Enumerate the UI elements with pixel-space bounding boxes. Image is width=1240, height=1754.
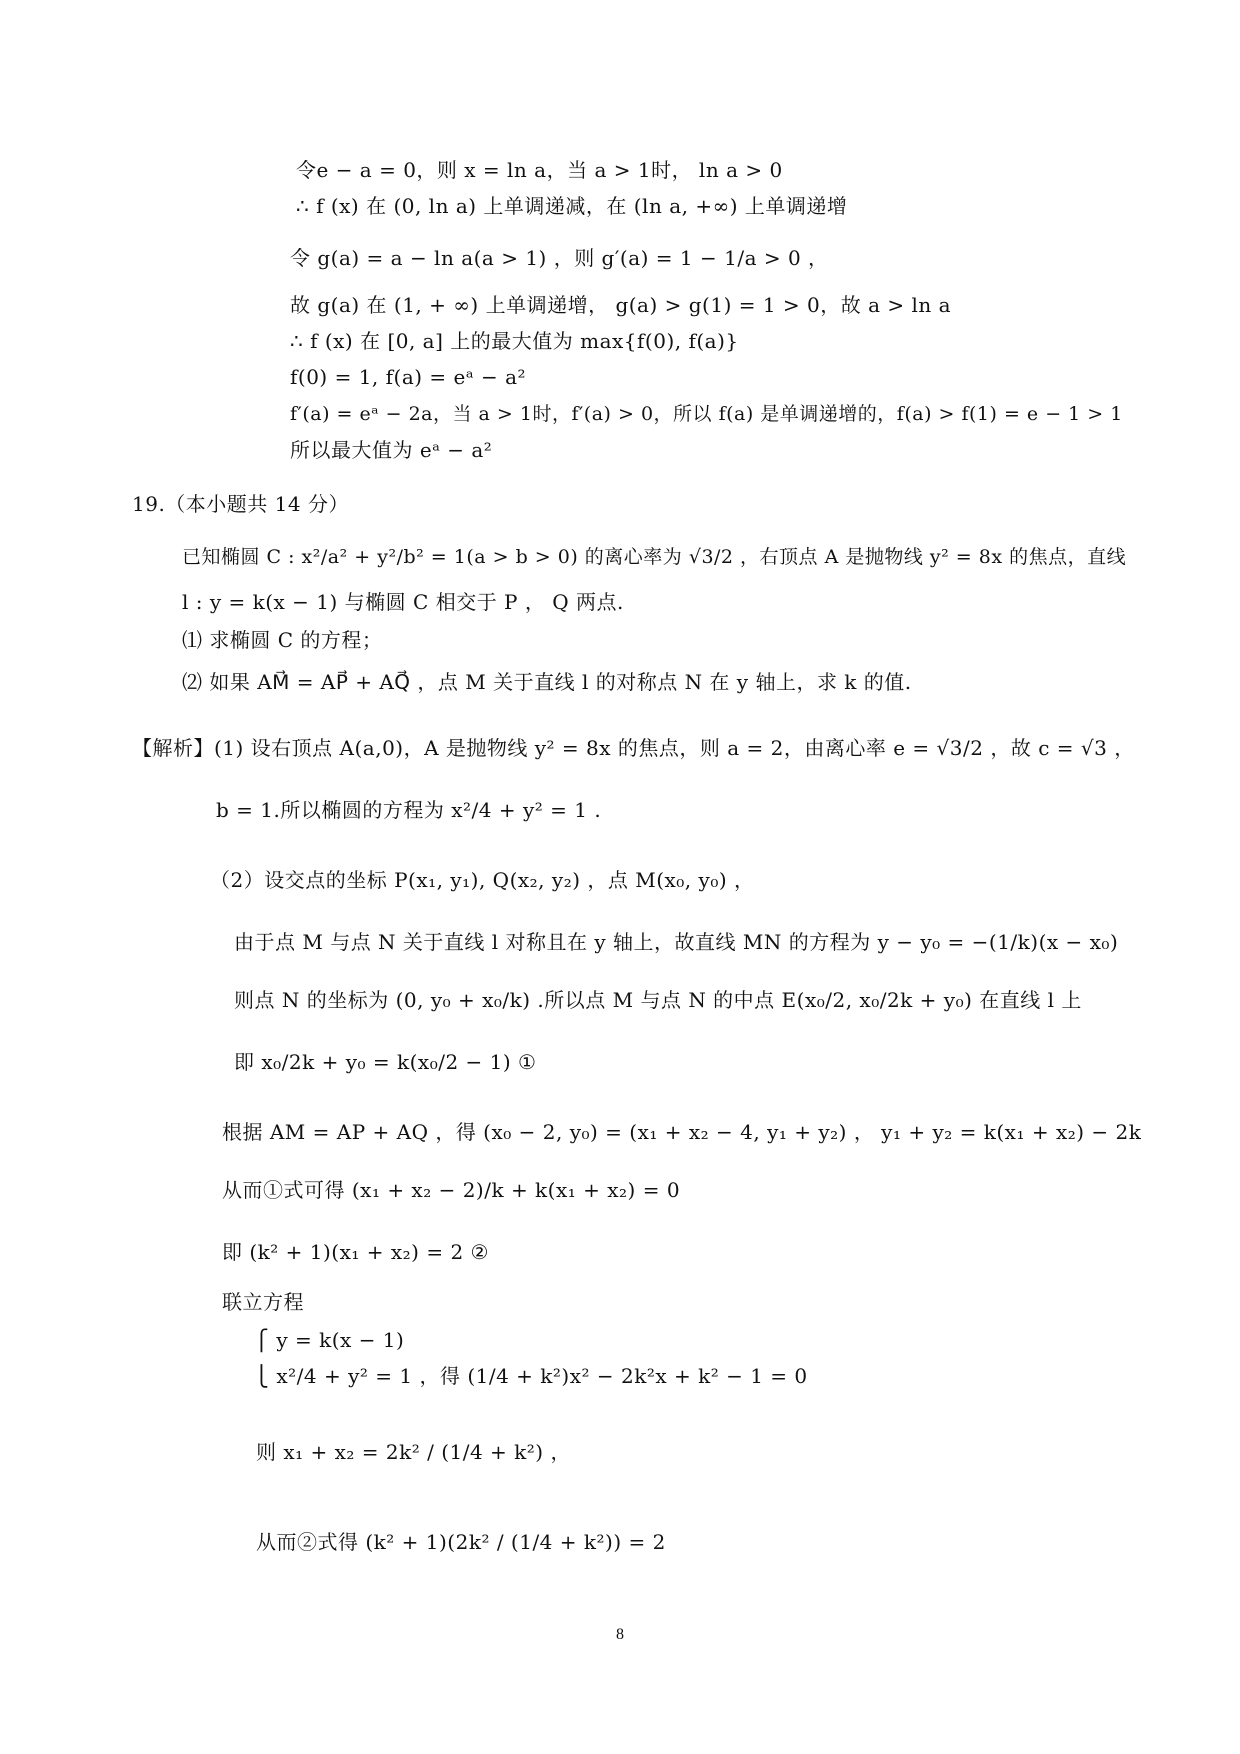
problem-statement-line-2: l : y = k(x − 1) 与椭圆 C 相交于 P ， Q 两点.	[182, 590, 624, 614]
solution-line-5: 则点 N 的坐标为 (0, y₀ + x₀/k) .所以点 M 与点 N 的中点 E(x₀/2, x₀/2k + y₀) 在直线 l 上	[234, 988, 1082, 1012]
solution-line-4: 由于点 M 与点 N 关于直线 l 对称且在 y 轴上，故直线 MN 的方程为 y − y₀ = −(1/k)(x − x₀)	[234, 930, 1119, 954]
solution-system-line-1: ⎧ y = k(x − 1)	[254, 1328, 405, 1352]
solution-line-2: b = 1.所以椭圆的方程为 x²/4 + y² = 1 .	[216, 798, 602, 822]
problem-header: 19.（本小题共 14 分）	[132, 492, 349, 516]
prev-solution-line-3: 令 g(a) = a − ln a(a > 1) ，则 g′(a) = 1 − 1/a > 0 ，	[290, 246, 829, 270]
solution-line-7: 根据 AM = AP + AQ ，得 (x₀ − 2, y₀) = (x₁ + x₂ − 4, y₁ + y₂) ， y₁ + y₂ = k(x₁ + x₂) − 2k	[222, 1120, 1142, 1144]
solution-line-14: 从而②式得 (k² + 1)(2k² / (1/4 + k²)) = 2	[256, 1530, 666, 1554]
solution-line-13: 则 x₁ + x₂ = 2k² / (1/4 + k²) ，	[256, 1440, 571, 1464]
problem-part-1: ⑴ 求椭圆 C 的方程；	[182, 628, 383, 652]
solution-line-3: （2）设交点的坐标 P(x₁, y₁), Q(x₂, y₂) ，点 M(x₀, y₀) ，	[210, 868, 755, 892]
solution-line-6: 即 x₀/2k + y₀ = k(x₀/2 − 1) ①	[234, 1050, 537, 1074]
solution-line-1: 【解析】(1) 设右顶点 A(a,0)，A 是抛物线 y² = 8x 的焦点，则 a = 2，由离心率 e = √3/2 ，故 c = √3 ，	[132, 736, 1135, 760]
solution-system-line-2: ⎩ x²/4 + y² = 1 ，得 (1/4 + k²)x² − 2k²x + k² − 1 = 0	[254, 1364, 808, 1388]
prev-solution-line-7: f′(a) = eᵃ − 2a，当 a > 1时，f′(a) > 0，所以 f(a) 是单调递增的，f(a) > f(1) = e − 1 > 1	[290, 403, 1123, 425]
prev-solution-line-8: 所以最大值为 eᵃ − a²	[290, 438, 493, 462]
prev-solution-line-2: ∴ f (x) 在 (0, ln a) 上单调递减，在 (ln a, +∞) 上单调递增	[296, 194, 848, 218]
prev-solution-line-1: 令e − a = 0，则 x = ln a，当 a > 1时， ln a > 0	[296, 158, 783, 182]
solution-line-10: 联立方程	[222, 1290, 304, 1314]
solution-line-9: 即 (k² + 1)(x₁ + x₂) = 2 ②	[222, 1240, 489, 1264]
problem-statement-line-1: 已知椭圆 C : x²/a² + y²/b² = 1(a > b > 0) 的离心率为 √3/2 ，右顶点 A 是抛物线 y² = 8x 的焦点，直线	[182, 546, 1127, 568]
page-number: 8	[616, 1626, 624, 1643]
problem-part-2: ⑵ 如果 AM⃗ = AP⃗ + AQ⃗ ，点 M 关于直线 l 的对称点 N 在 y 轴上，求 k 的值.	[182, 670, 912, 694]
prev-solution-line-6: f(0) = 1, f(a) = eᵃ − a²	[290, 365, 527, 389]
prev-solution-line-5: ∴ f (x) 在 [0, a] 上的最大值为 max{f(0), f(a)}	[290, 329, 739, 353]
prev-solution-line-4: 故 g(a) 在 (1, + ∞) 上单调递增， g(a) > g(1) = 1 > 0，故 a > ln a	[290, 293, 952, 317]
solution-line-8: 从而①式可得 (x₁ + x₂ − 2)/k + k(x₁ + x₂) = 0	[222, 1178, 681, 1202]
